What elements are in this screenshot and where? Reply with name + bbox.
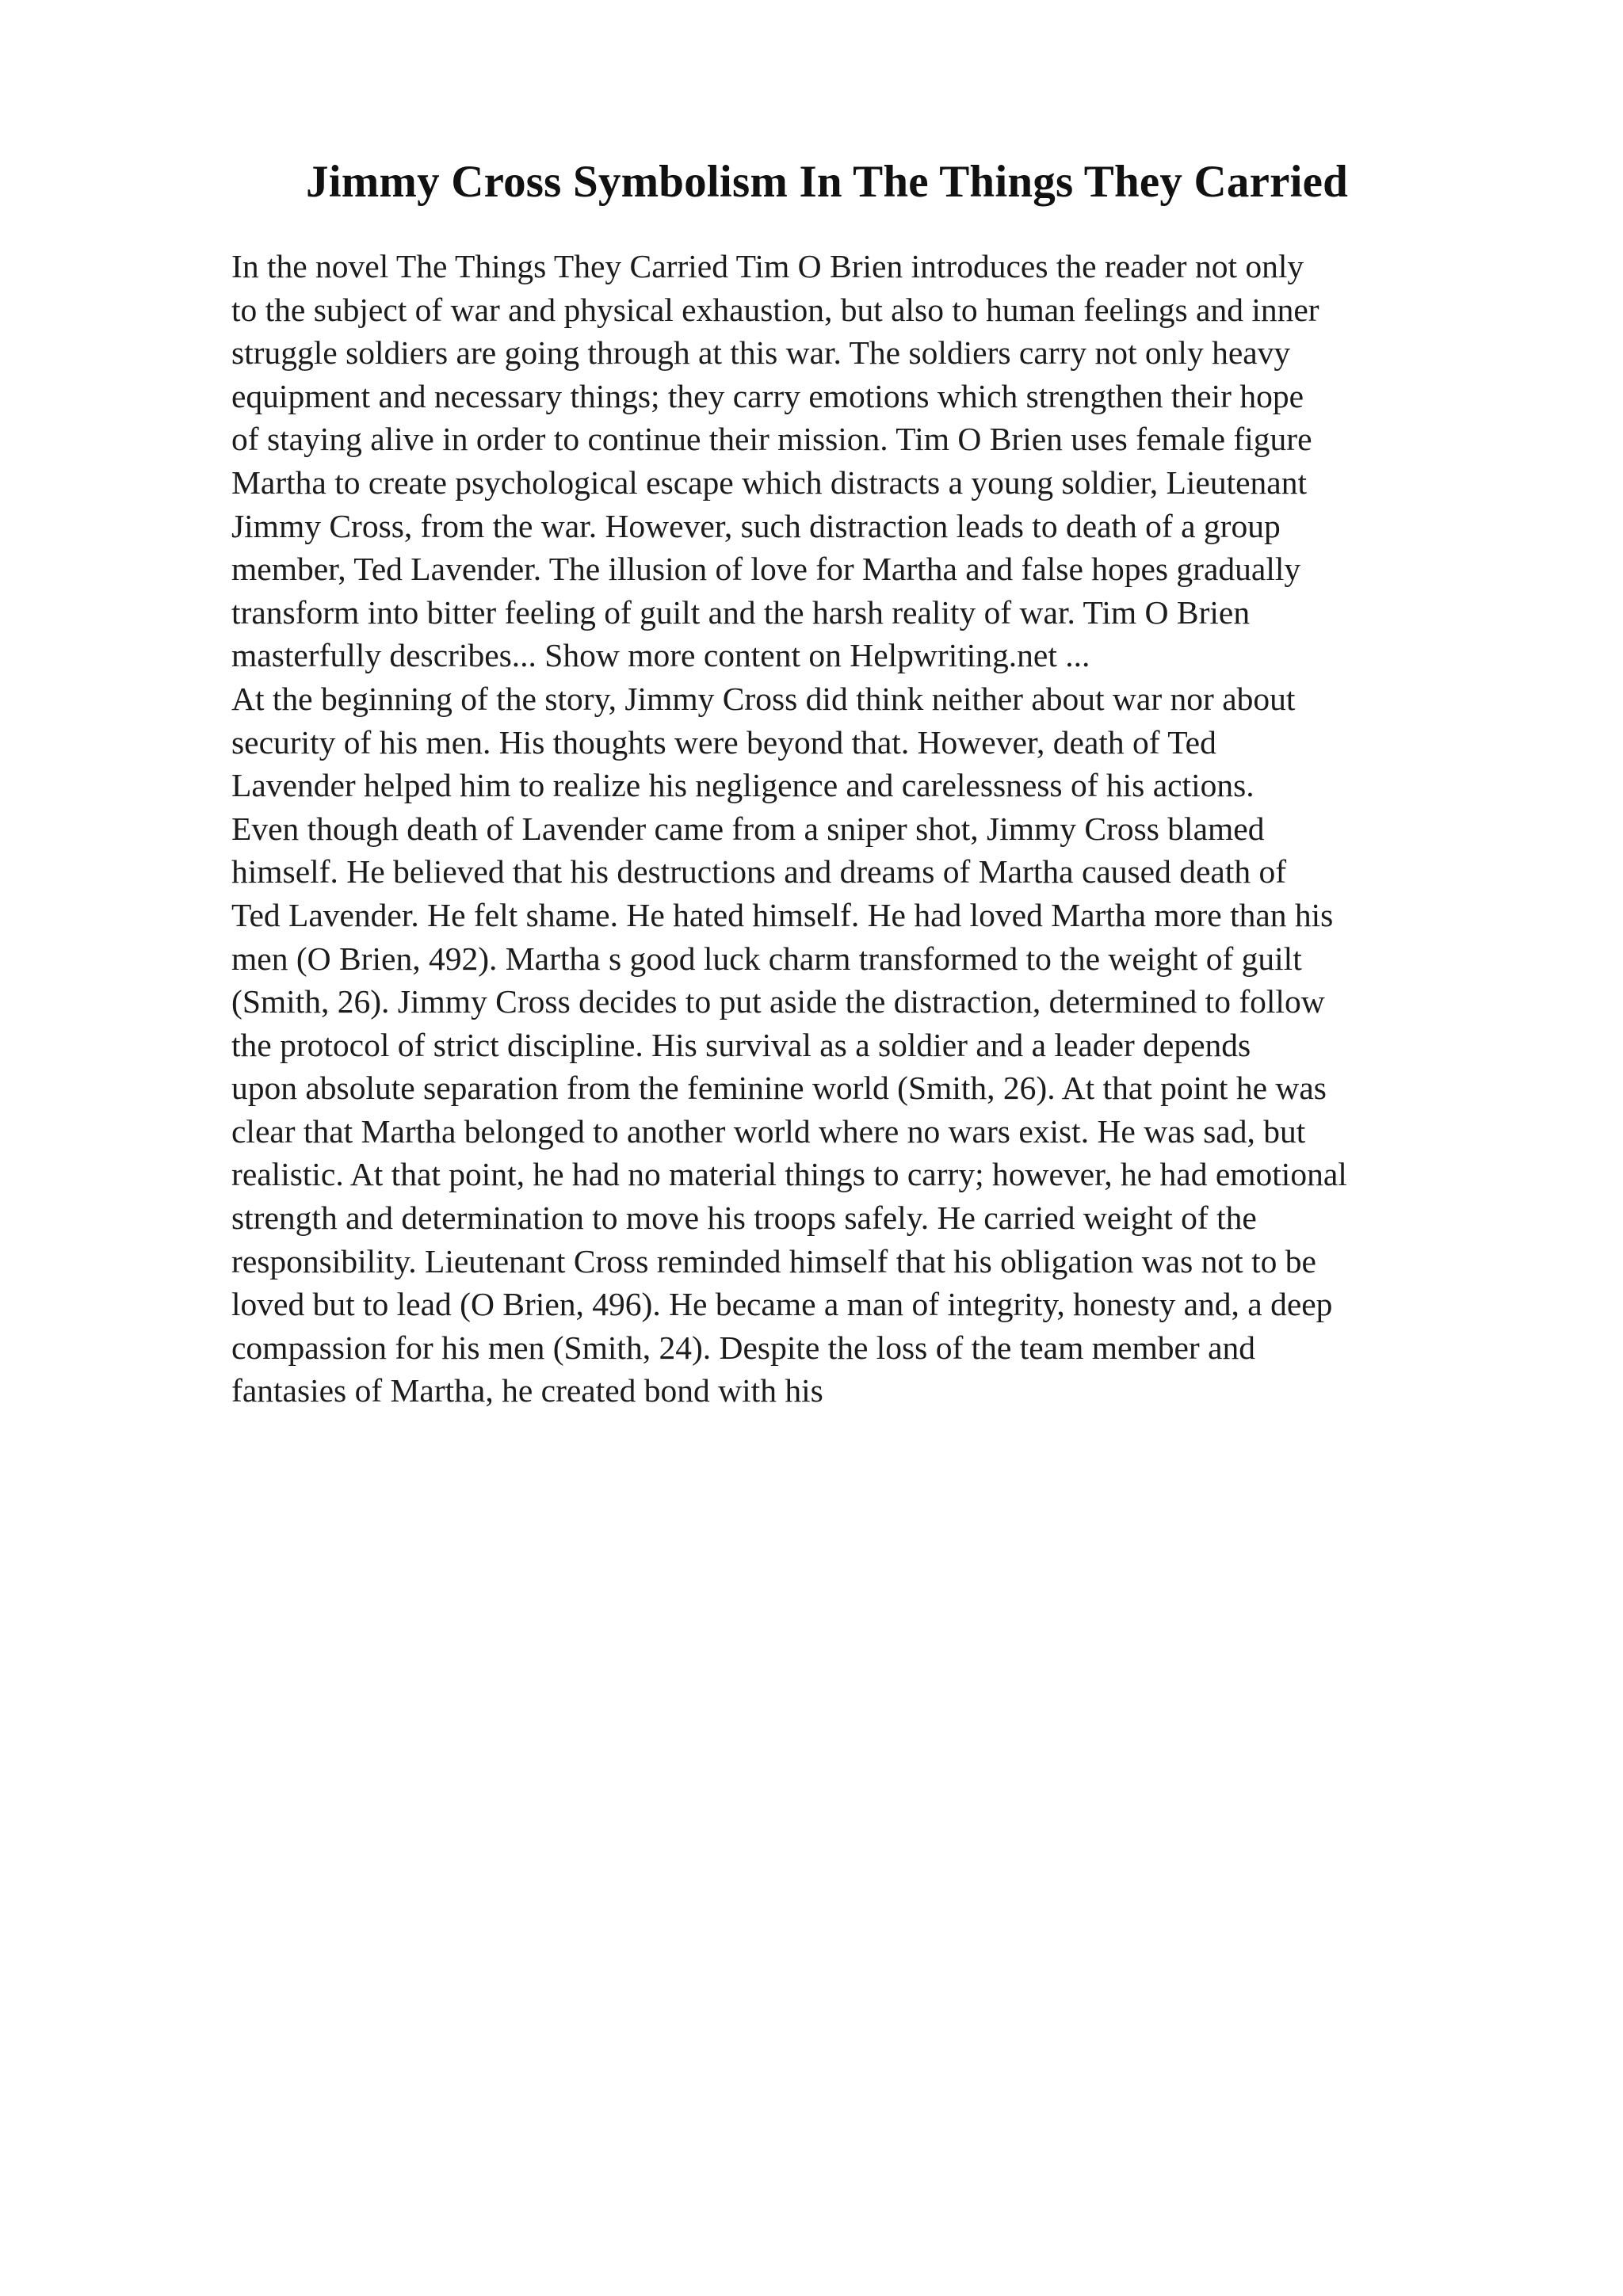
body-line: compassion for his men (Smith, 24). Despite the loss of the team member and (231, 1329, 1256, 1366)
body-line: member, Ted Lavender. The illusion of love for Martha and false hopes gradually (231, 551, 1301, 588)
body-line: Ted Lavender. He felt shame. He hated himself. He had loved Martha more than his (231, 896, 1334, 933)
body-line: to the subject of war and physical exhaustion, but also to human feelings and inner (231, 291, 1319, 328)
body-line: Even though death of Lavender came from a sniper shot, Jimmy Cross blamed (231, 810, 1265, 847)
body-line: upon absolute separation from the feminine world (Smith, 26). At that point he was (231, 1070, 1327, 1107)
body-line: struggle soldiers are going through at this war. The soldiers carry not only heavy (231, 334, 1291, 372)
body-line: men (O Brien, 492). Martha s good luck charm transformed to the weight of guilt (231, 940, 1302, 977)
body-line: fantasies of Martha, he created bond with his (231, 1372, 823, 1409)
body-line: masterfully describes... Show more content on Helpwriting.net ... (231, 637, 1090, 674)
body-line: responsibility. Lieutenant Cross reminded himself that his obligation was not to be (231, 1242, 1316, 1280)
body-line: At the beginning of the story, Jimmy Cross did think neither about war nor about (231, 680, 1296, 717)
body-line: the protocol of strict discipline. His survival as a soldier and a leader depends (231, 1026, 1251, 1063)
body-line: himself. He believed that his destructions and dreams of Martha caused death of (231, 853, 1287, 891)
body-line: security of his men. His thoughts were beyond that. However, death of Ted (231, 723, 1216, 761)
body-line: equipment and necessary things; they carry emotions which strengthen their hope (231, 377, 1304, 414)
body-line: Jimmy Cross, from the war. However, such distraction leads to death of a group (231, 507, 1281, 544)
body-line: strength and determination to move his troops safely. He carried weight of the (231, 1199, 1257, 1237)
body-line: clear that Martha belonged to another world where no wars exist. He was sad, but (231, 1112, 1306, 1150)
document-body (231, 245, 1499, 1413)
body-line: In the novel The Things They Carried Tim O Brien introduces the reader not only (231, 248, 1304, 284)
body-line: (Smith, 26). Jimmy Cross decides to put aside the distraction, determined to follow (231, 983, 1325, 1020)
body-line: realistic. At that point, he had no material things to carry; however, he had emotional (231, 1156, 1347, 1193)
body-line: Lavender helped him to realize his negligence and carelessness of his actions. (231, 767, 1254, 804)
body-line: of staying alive in order to continue their mission. Tim O Brien uses female figure (231, 421, 1312, 458)
body-line: Martha to create psychological escape which distracts a young soldier, Lieutenant (231, 463, 1307, 501)
body-line: transform into bitter feeling of guilt and the harsh reality of war. Tim O Brien (231, 593, 1251, 631)
document-title: Jimmy Cross Symbolism In The Things They Carried (306, 157, 1349, 207)
body-line: loved but to lead (O Brien, 496). He became a man of integrity, honesty and, a deep (231, 1286, 1333, 1323)
